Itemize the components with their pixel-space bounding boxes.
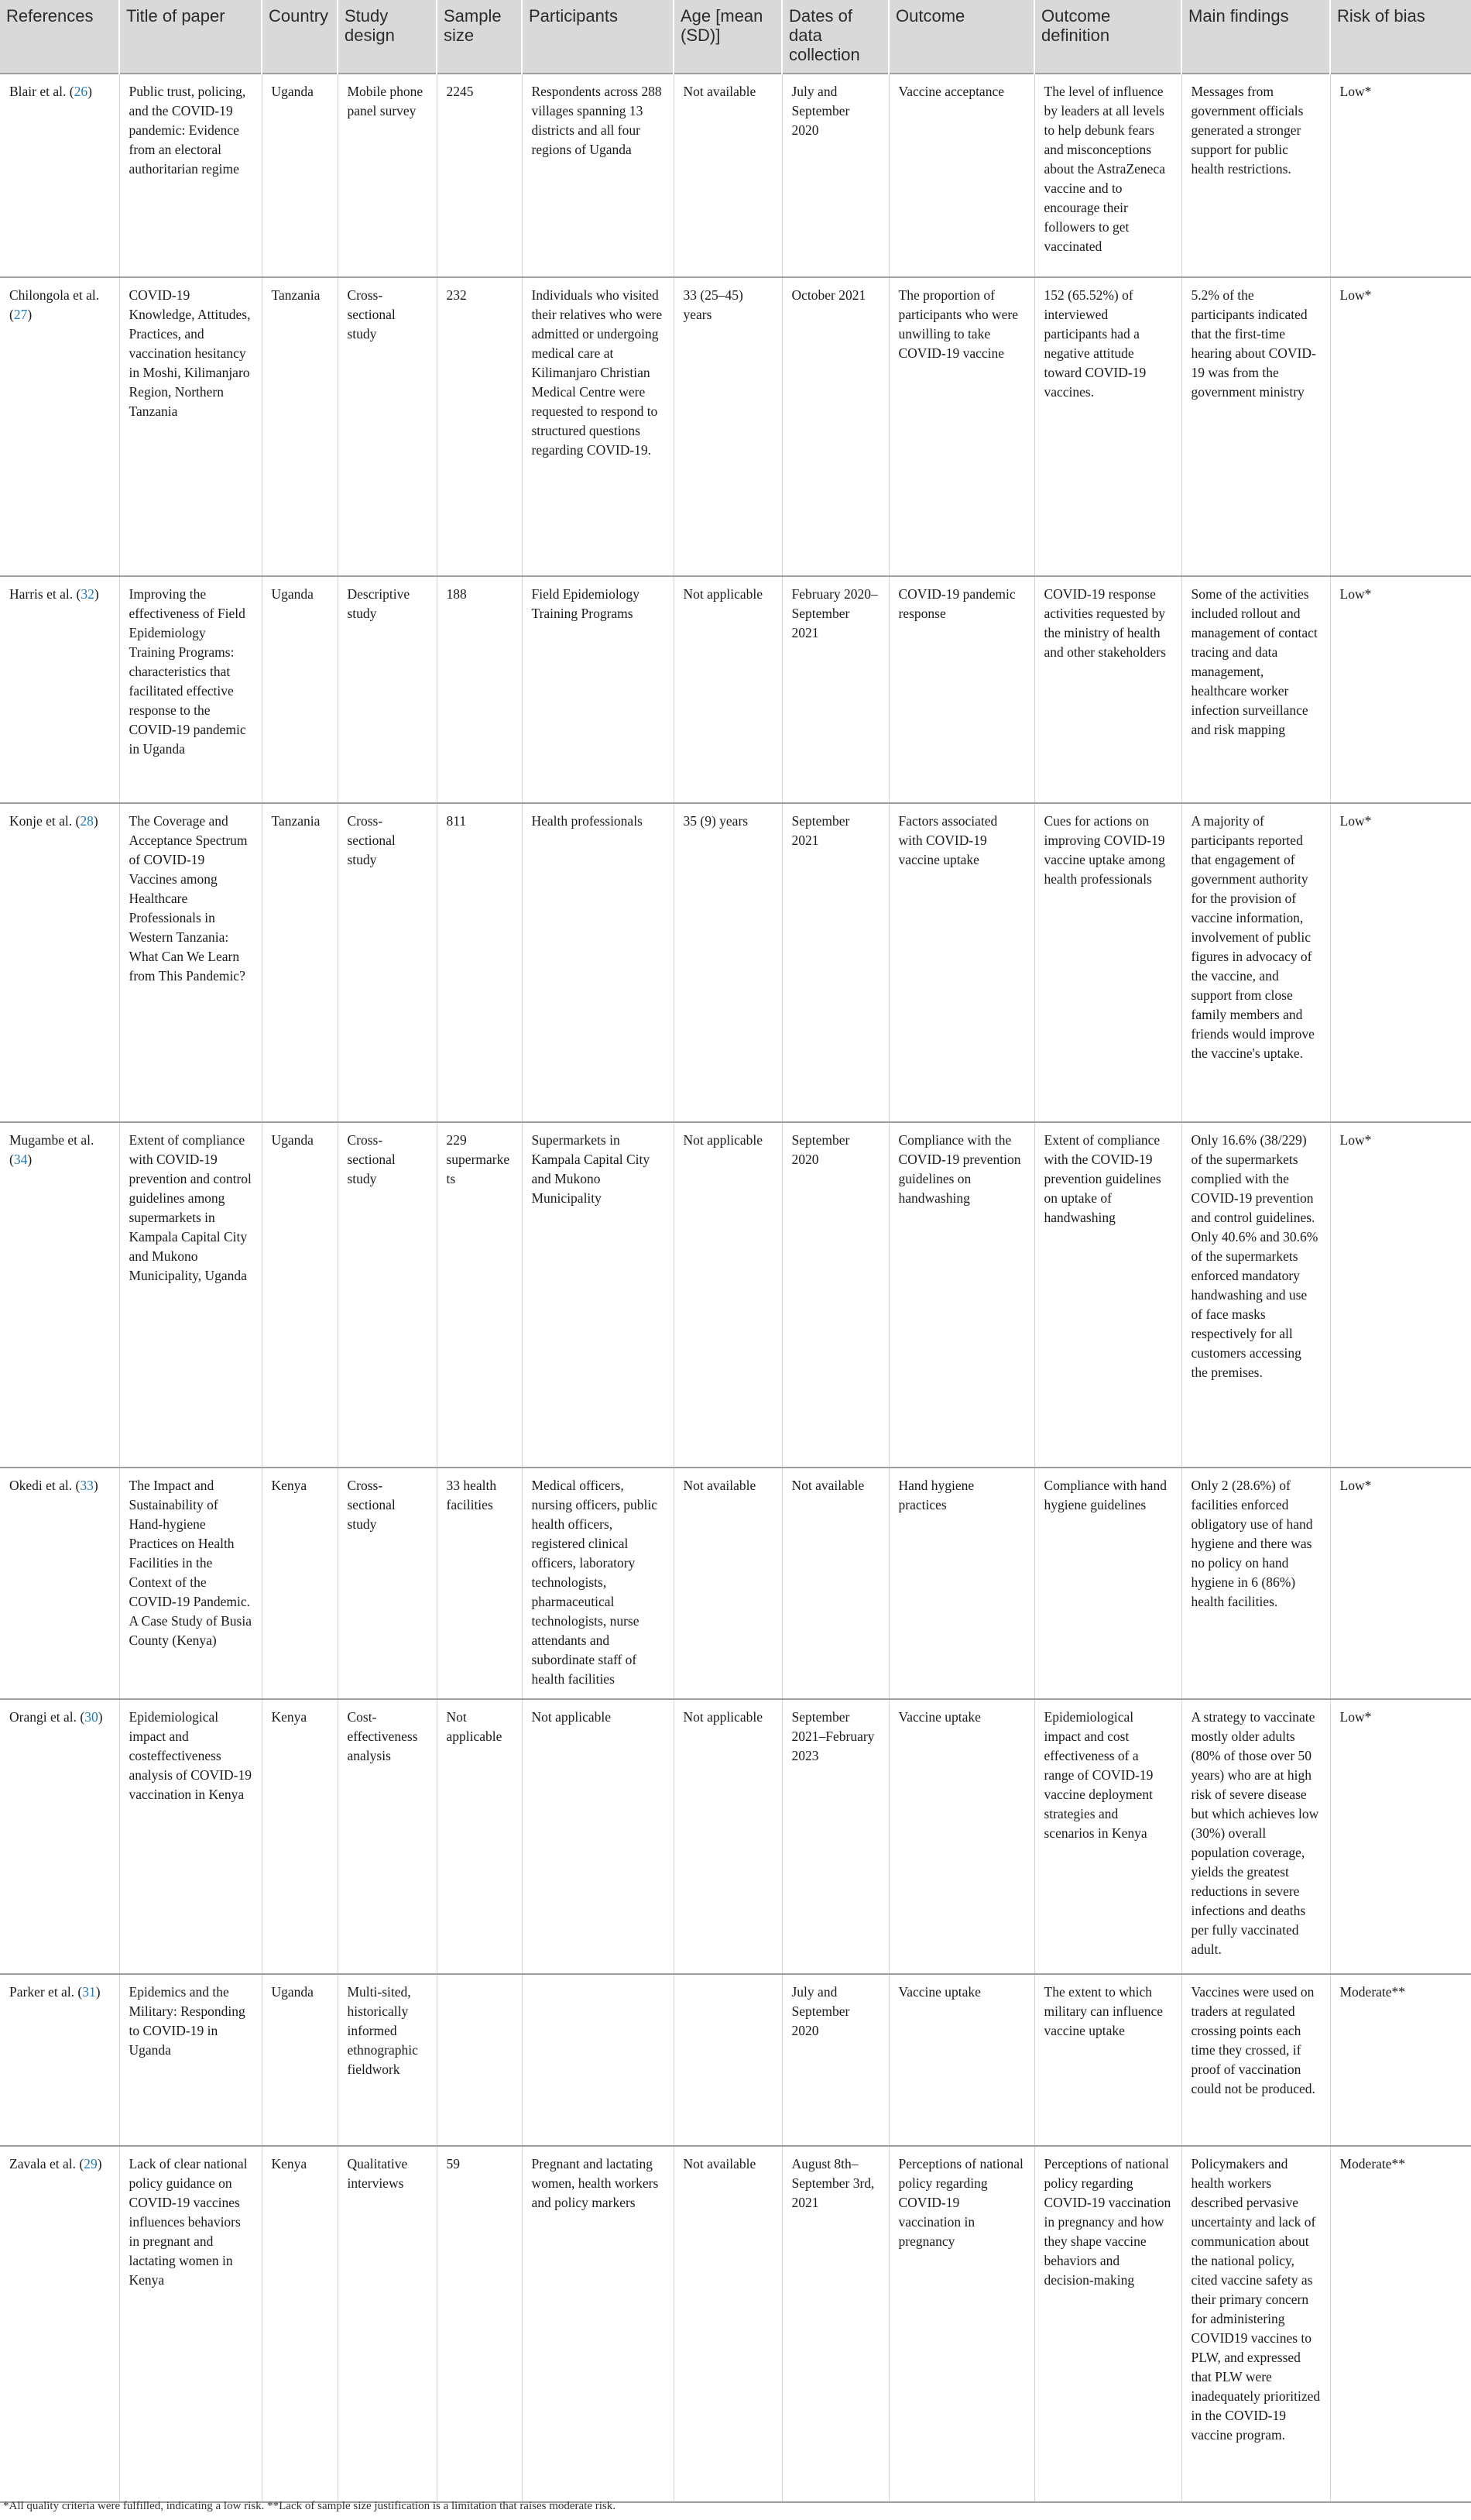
design-cell: Descriptive study <box>338 576 437 803</box>
country-cell: Uganda <box>262 1974 338 2146</box>
reference-cell <box>0 1468 119 1699</box>
bias-cell: Moderate** <box>1330 1974 1471 2146</box>
outcome-cell: The proportion of participants who were unwilling to take COVID-19 vaccine <box>889 277 1034 576</box>
reference-author: Chilongola et al. ( <box>9 287 100 322</box>
country-cell: Kenya <box>262 1699 338 1974</box>
dates-cell: October 2021 <box>782 277 889 576</box>
header-outcome: Outcome <box>889 0 1034 74</box>
reference-author: Okedi et al. ( <box>9 1478 81 1493</box>
age-cell: Not available <box>674 2146 782 2502</box>
bias-cell: Low* <box>1330 1122 1471 1468</box>
participants-cell: Supermarkets in Kampala Capital City and Mukono Municipality <box>522 1122 674 1468</box>
definition-cell: 152 (65.52%) of interviewed participants had a negative attitude toward COVID-19 vaccines. <box>1034 277 1181 576</box>
reference-link[interactable]: 28 <box>80 813 94 829</box>
reference-cell <box>0 277 119 576</box>
design-cell: Cross-sectional study <box>338 1468 437 1699</box>
participants-cell <box>522 1974 674 2146</box>
reference-close: ) <box>93 813 98 829</box>
dates-cell: July and September 2020 <box>782 1974 889 2146</box>
reference-author: Mugambe et al. ( <box>9 1132 94 1167</box>
outcome-cell: Vaccine acceptance <box>889 74 1034 277</box>
dates-cell: July and September 2020 <box>782 74 889 277</box>
participants-cell: Not applicable <box>522 1699 674 1974</box>
dates-cell: Not available <box>782 1468 889 1699</box>
reference-cell <box>0 803 119 1122</box>
reference-cell <box>0 74 119 277</box>
table-row <box>0 1974 1471 2146</box>
findings-cell: Messages from government officials generated a stronger support for public health restrictions. <box>1181 74 1330 277</box>
age-cell: 33 (25–45) years <box>674 277 782 576</box>
reference-cell <box>0 1122 119 1468</box>
sample-cell: 2245 <box>437 74 522 277</box>
title-cell: Epidemics and the Military: Responding to COVID-19 in Uganda <box>119 1974 262 2146</box>
dates-cell: February 2020–September 2021 <box>782 576 889 803</box>
reference-close: ) <box>27 1152 33 1167</box>
table-row <box>0 74 1471 277</box>
dates-cell: September 2021 <box>782 803 889 1122</box>
header-outcome-definition: Outcome definition <box>1034 0 1181 74</box>
header-country: Country <box>262 0 338 74</box>
design-cell: Qualitative interviews <box>338 2146 437 2502</box>
participants-cell: Individuals who visited their relatives who were admitted or undergoing medical care at Kilimanjaro Christian Medical Centre were requested to respond to structured questions regarding COVID-19. <box>522 277 674 576</box>
header-main-findings: Main findings <box>1181 0 1330 74</box>
dates-cell: September 2020 <box>782 1122 889 1468</box>
age-cell: Not applicable <box>674 1699 782 1974</box>
reference-close: ) <box>94 586 99 602</box>
title-cell: Improving the effectiveness of Field Epidemiology Training Programs: characteristics that facilitated effective response to the COVID-19 pandemic in Uganda <box>119 576 262 803</box>
title-cell: Lack of clear national policy guidance on COVID-19 vaccines influences behaviors in pregnant and lactating women in Kenya <box>119 2146 262 2502</box>
participants-cell: Pregnant and lactating women, health workers and policy markers <box>522 2146 674 2502</box>
findings-cell: Some of the activities included rollout and management of contact tracing and data management, healthcare worker infection surveillance and risk mapping <box>1181 576 1330 803</box>
findings-cell: Policymakers and health workers described pervasive uncertainty and lack of communication about the national policy, cited vaccine safety as their primary concern for administering COVID19 vaccines to PLW, and expressed that PLW were inadequately prioritized in the COVID-19 vaccine program. <box>1181 2146 1330 2502</box>
country-cell: Uganda <box>262 576 338 803</box>
definition-cell: Extent of compliance with the COVID-19 prevention guidelines on uptake of handwashing <box>1034 1122 1181 1468</box>
reference-link[interactable]: 31 <box>82 1984 96 2000</box>
header-risk-of-bias: Risk of bias <box>1330 0 1471 74</box>
outcome-cell: Hand hygiene practices <box>889 1468 1034 1699</box>
findings-cell: 5.2% of the participants indicated that the first-time hearing about COVID-19 was from the government ministry <box>1181 277 1330 576</box>
bias-cell: Moderate** <box>1330 2146 1471 2502</box>
dates-cell: September 2021–February 2023 <box>782 1699 889 1974</box>
country-cell: Tanzania <box>262 803 338 1122</box>
reference-author: Zavala et al. ( <box>9 2156 84 2172</box>
reference-close: ) <box>98 1709 103 1725</box>
reference-cell <box>0 1974 119 2146</box>
sample-cell: 59 <box>437 2146 522 2502</box>
title-cell: The Coverage and Acceptance Spectrum of COVID-19 Vaccines among Healthcare Professionals in Western Tanzania: What Can We Learn from This Pandemic? <box>119 803 262 1122</box>
outcome-cell: COVID-19 pandemic response <box>889 576 1034 803</box>
findings-cell: Only 16.6% (38/229) of the supermarkets complied with the COVID-19 prevention and control guidelines. Only 40.6% and 30.6% of the supermarkets enforced mandatory handwashing and use of face masks respectively for all customers accessing the premises. <box>1181 1122 1330 1468</box>
participants-cell: Field Epidemiology Training Programs <box>522 576 674 803</box>
table-row <box>0 576 1471 803</box>
title-cell: Epidemiological impact and costeffectiveness analysis of COVID-19 vaccination in Kenya <box>119 1699 262 1974</box>
definition-cell: Compliance with hand hygiene guidelines <box>1034 1468 1181 1699</box>
age-cell: Not available <box>674 1468 782 1699</box>
reference-link[interactable]: 29 <box>84 2156 98 2172</box>
design-cell: Multi-sited, historically informed ethnographic fieldwork <box>338 1974 437 2146</box>
header-age: Age [mean (SD)] <box>674 0 782 74</box>
design-cell: Cross-sectional study <box>338 277 437 576</box>
header-row <box>0 0 1471 74</box>
country-cell: Uganda <box>262 1122 338 1468</box>
design-cell: Cross-sectional study <box>338 1122 437 1468</box>
outcome-cell: Perceptions of national policy regarding COVID-19 vaccination in pregnancy <box>889 2146 1034 2502</box>
age-cell: Not applicable <box>674 1122 782 1468</box>
table-row <box>0 1699 1471 1974</box>
bias-cell: Low* <box>1330 1699 1471 1974</box>
table-row <box>0 803 1471 1122</box>
header-study-design: Study design <box>338 0 437 74</box>
header-participants: Participants <box>522 0 674 74</box>
table-row <box>0 2146 1471 2502</box>
sample-cell: 811 <box>437 803 522 1122</box>
bias-cell: Low* <box>1330 803 1471 1122</box>
table-row <box>0 277 1471 576</box>
participants-cell: Respondents across 288 villages spanning 13 districts and all four regions of Uganda <box>522 74 674 277</box>
sample-cell: 229 supermarkets <box>437 1122 522 1468</box>
definition-cell: The level of influence by leaders at all levels to help debunk fears and misconceptions about the AstraZeneca vaccine and to encourage their followers to get vaccinated <box>1034 74 1181 277</box>
findings-cell: A strategy to vaccinate mostly older adults (80% of those over 50 years) who are at high risk of severe disease but which achieves low (30%) overall population coverage, yields the greatest reductions in severe infections and deaths per fully vaccinated adult. <box>1181 1699 1330 1974</box>
reference-close: ) <box>93 1478 98 1493</box>
reference-author: Harris et al. ( <box>9 586 81 602</box>
reference-author: Blair et al. ( <box>9 84 74 99</box>
participants-cell: Health professionals <box>522 803 674 1122</box>
country-cell: Kenya <box>262 2146 338 2502</box>
reference-cell <box>0 2146 119 2502</box>
country-cell: Kenya <box>262 1468 338 1699</box>
age-cell: Not available <box>674 74 782 277</box>
sample-cell: Not applicable <box>437 1699 522 1974</box>
findings-cell: Only 2 (28.6%) of facilities enforced obligatory use of hand hygiene and there was no policy on hand hygiene in 6 (86%) health facilities. <box>1181 1468 1330 1699</box>
title-cell: The Impact and Sustainability of Hand-hygiene Practices on Health Facilities in the Context of the COVID-19 Pandemic. A Case Study of Busia County (Kenya) <box>119 1468 262 1699</box>
reference-link[interactable]: 34 <box>13 1152 28 1167</box>
sample-cell: 232 <box>437 277 522 576</box>
table-row <box>0 1468 1471 1699</box>
title-cell: Public trust, policing, and the COVID-19 pandemic: Evidence from an electoral authoritarian regime <box>119 74 262 277</box>
reference-cell <box>0 1699 119 1974</box>
age-cell <box>674 1974 782 2146</box>
reference-link[interactable]: 30 <box>84 1709 98 1725</box>
definition-cell: Perceptions of national policy regarding COVID-19 vaccination in pregnancy and how they shape vaccine behaviors and decision-making <box>1034 2146 1181 2502</box>
findings-cell: A majority of participants reported that engagement of government authority for the provision of vaccine information, involvement of public figures in advocacy of the vaccine, and support from close family members and friends would improve the vaccine's uptake. <box>1181 803 1330 1122</box>
table-row <box>0 1122 1471 1468</box>
title-cell: Extent of compliance with COVID-19 prevention and control guidelines among supermarkets in Kampala Capital City and Mukono Municipality, Uganda <box>119 1122 262 1468</box>
header-sample-size: Sample size <box>437 0 522 74</box>
outcome-cell: Vaccine uptake <box>889 1974 1034 2146</box>
reference-author: Parker et al. ( <box>9 1984 83 2000</box>
sample-cell <box>437 1974 522 2146</box>
age-cell: 35 (9) years <box>674 803 782 1122</box>
reference-author: Konje et al. ( <box>9 813 81 829</box>
design-cell: Mobile phone panel survey <box>338 74 437 277</box>
definition-cell: Epidemiological impact and cost effectiveness of a range of COVID-19 vaccine deployment strategies and scenarios in Kenya <box>1034 1699 1181 1974</box>
reference-link[interactable]: 27 <box>13 307 28 322</box>
header-title: Title of paper <box>119 0 262 74</box>
bias-cell: Low* <box>1330 74 1471 277</box>
title-cell: COVID-19 Knowledge, Attitudes, Practices, and vaccination hesitancy in Moshi, Kilimanjaro Region, Northern Tanzania <box>119 277 262 576</box>
design-cell: Cross-sectional study <box>338 803 437 1122</box>
bias-cell: Low* <box>1330 576 1471 803</box>
country-cell: Tanzania <box>262 277 338 576</box>
bias-cell: Low* <box>1330 1468 1471 1699</box>
definition-cell: COVID-19 response activities requested by the ministry of health and other stakeholders <box>1034 576 1181 803</box>
header-references: References <box>0 0 119 74</box>
design-cell: Cost-effectiveness analysis <box>338 1699 437 1974</box>
sample-cell: 188 <box>437 576 522 803</box>
country-cell: Uganda <box>262 74 338 277</box>
reference-close: ) <box>97 2156 102 2172</box>
reference-link[interactable]: 32 <box>81 586 94 602</box>
reference-close: ) <box>95 1984 101 2000</box>
outcome-cell: Compliance with the COVID-19 prevention guidelines on handwashing <box>889 1122 1034 1468</box>
reference-link[interactable]: 33 <box>80 1478 94 1493</box>
findings-cell: Vaccines were used on traders at regulated crossing points each time they crossed, if proof of vaccination could not be produced. <box>1181 1974 1330 2146</box>
participants-cell: Medical officers, nursing officers, public health officers, registered clinical officers, laboratory technologists, pharmaceutical technologists, nurse attendants and subordinate staff of health facilities <box>522 1468 674 1699</box>
reference-close: ) <box>87 84 92 99</box>
reference-author: Orangi et al. ( <box>9 1709 85 1725</box>
reference-cell <box>0 576 119 803</box>
outcome-cell: Factors associated with COVID-19 vaccine uptake <box>889 803 1034 1122</box>
sample-cell: 33 health facilities <box>437 1468 522 1699</box>
bias-cell: Low* <box>1330 277 1471 576</box>
outcome-cell: Vaccine uptake <box>889 1699 1034 1974</box>
reference-link[interactable]: 26 <box>74 84 88 99</box>
dates-cell: August 8th–September 3rd, 2021 <box>782 2146 889 2502</box>
age-cell: Not applicable <box>674 576 782 803</box>
header-dates: Dates of data collection <box>782 0 889 74</box>
reference-close: ) <box>27 307 33 322</box>
table-footnote: *All quality criteria were fulfilled, indicating a low risk. **Lack of sample size justification is a limitation that raises moderate risk. <box>3 2500 616 2512</box>
definition-cell: The extent to which military can influence vaccine uptake <box>1034 1974 1181 2146</box>
definition-cell: Cues for actions on improving COVID-19 vaccine uptake among health professionals <box>1034 803 1181 1122</box>
